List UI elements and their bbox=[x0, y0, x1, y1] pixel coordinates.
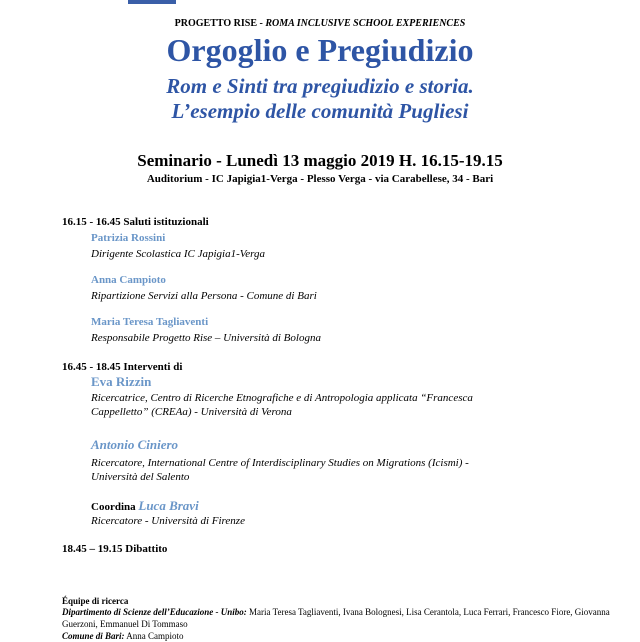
slot-greetings: 16.15 - 16.45 Saluti istituzionali bbox=[62, 216, 209, 228]
coordinator-role: Ricercatore - Università di Firenze bbox=[91, 515, 245, 527]
speaker-name: Patrizia Rossini bbox=[91, 232, 166, 244]
speaker-role: Università del Salento bbox=[91, 471, 190, 483]
page-title: Orgoglio e Pregiudizio bbox=[166, 32, 474, 68]
project-label: PROGETTO RISE - ROMA INCLUSIVE SCHOOL EXPERIENCES bbox=[174, 18, 466, 29]
research-team-list: Dipartimento di Scienze dell’Educazione - Unibo: Maria Teresa Tagliaventi, Ivana Bolognesi, Lisa Cerantola, Luca Ferrari, Francesco Fiore, Giovanna Guerzoni, Emmanuel Di Tommaso Comune di Bari: Anna Campioto bbox=[62, 607, 610, 641]
research-team-title: Équipe di ricerca bbox=[62, 596, 129, 606]
speaker-role: Ripartizione Servizi alla Persona - Comune di Bari bbox=[91, 290, 317, 302]
speaker-role: Cappelletto” (CREAa) - Università di Verona bbox=[91, 406, 292, 418]
speaker-role: Ricercatore, International Centre of Interdisciplinary Studies on Migrations (Icismi) - bbox=[91, 457, 469, 469]
speaker-role: Ricercatrice, Centro di Ricerche Etnografiche e di Antropologia applicata “Francesca bbox=[91, 392, 473, 404]
subtitle-line-1: Rom e Sinti tra pregiudizio e storia. bbox=[166, 74, 474, 98]
subtitle-line-2: L’esempio delle comunità Pugliesi bbox=[171, 99, 469, 123]
speaker-role: Responsabile Progetto Rise – Università di Bologna bbox=[91, 332, 321, 344]
header-accent-bar bbox=[128, 0, 176, 4]
speaker-role: Dirigente Scolastica IC Japigia1-Verga bbox=[91, 248, 266, 260]
speaker-name: Antonio Ciniero bbox=[91, 437, 179, 452]
coordinator: Coordina Luca Bravi bbox=[91, 498, 199, 513]
seminar-date: Seminario - Lunedì 13 maggio 2019 H. 16.15-19.15 bbox=[137, 151, 503, 170]
venue: Auditorium - IC Japigia1-Verga - Plesso Verga - via Carabellese, 34 - Bari bbox=[146, 173, 494, 185]
speaker-name: Maria Teresa Tagliaventi bbox=[91, 316, 209, 328]
speaker-name: Anna Campioto bbox=[91, 274, 166, 286]
speaker-name: Eva Rizzin bbox=[91, 374, 152, 389]
slot-talks: 16.45 - 18.45 Interventi di bbox=[62, 361, 183, 373]
slot-debate: 18.45 – 19.15 Dibattito bbox=[62, 543, 168, 555]
